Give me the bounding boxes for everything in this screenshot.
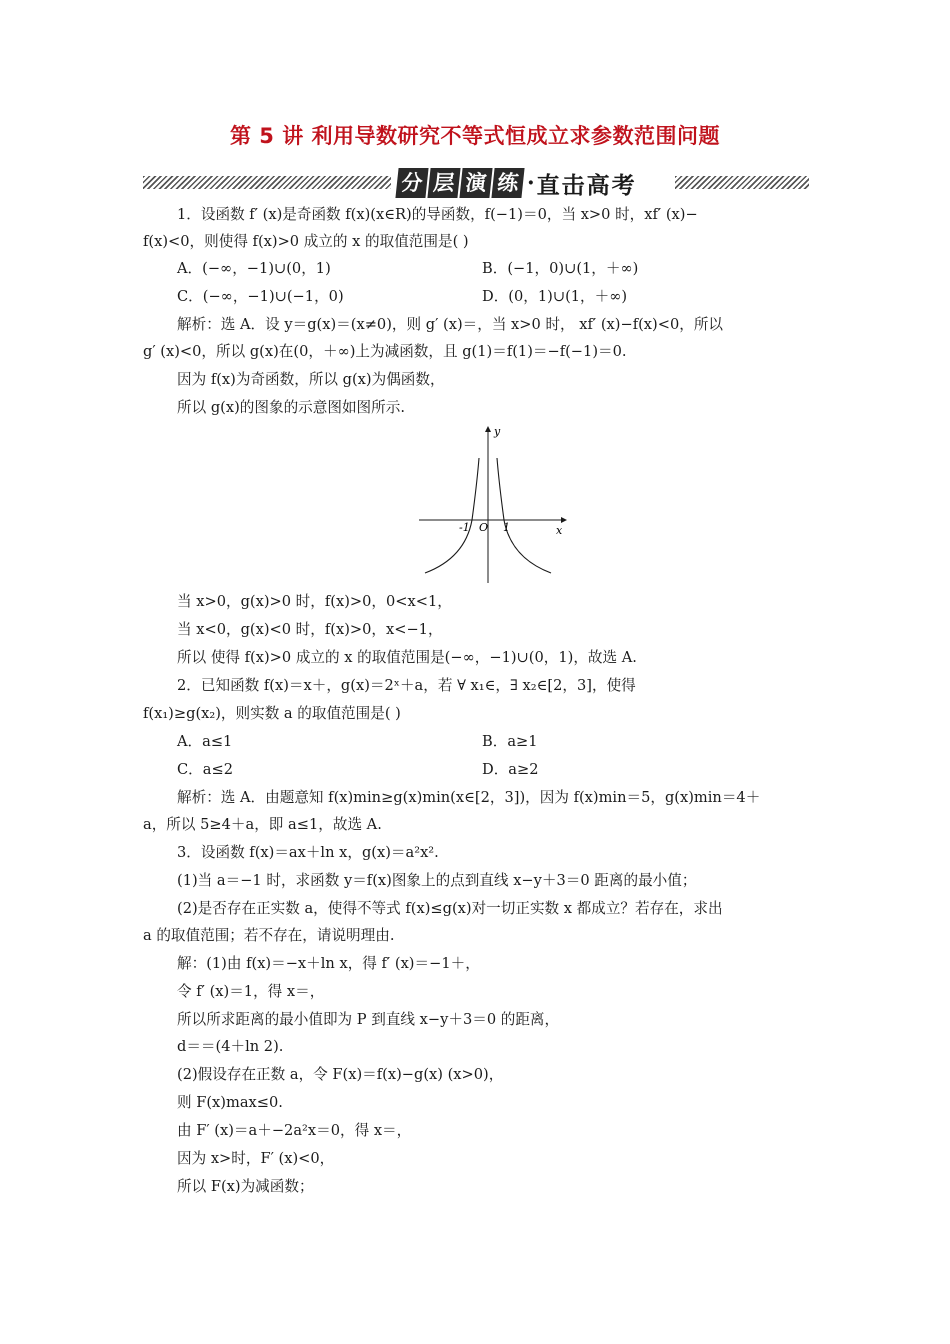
banner-label [397, 164, 637, 202]
text-line: 2．已知函数 f(x)＝x＋，g(x)＝2ˣ＋a，若 ∀ x₁∈，∃ x₂∈[2，3]，使得 [177, 677, 636, 694]
banner-chip: 分 [395, 168, 428, 198]
text-line: 所以 F(x)为减函数； [177, 1178, 314, 1195]
section-banner [143, 164, 809, 204]
text-line: 因为 f(x)为奇函数，所以 g(x)为偶函数， [177, 371, 445, 388]
left-branch-curve [425, 458, 479, 573]
banner-chip: 演 [459, 168, 492, 198]
text-line: d＝＝(4＋ln 2). [177, 1038, 284, 1055]
text-line: 因为 x>时，F′ (x)<0， [177, 1150, 335, 1167]
text-line: 令 f′ (x)＝1，得 x＝， [177, 983, 325, 1000]
text-line: 1．设函数 f′ (x)是奇函数 f(x)(x∈R)的导函数，f(−1)＝0，当 x>0 时，xf′ (x)− [177, 206, 698, 223]
text-line: 解析：选 A．设 y＝g(x)＝(x≠0)，则 g′ (x)＝，当 x>0 时， xf′ (x)−f(x)<0，所以 [177, 316, 724, 333]
text-line: 由 F′ (x)＝a＋−2a²x＝0，得 x＝， [177, 1122, 412, 1139]
text-line: (1)当 a＝−1 时，求函数 y＝f(x)图象上的点到直线 x−y＋3＝0 距离的最小值； [177, 872, 697, 889]
option-a: A．a≤1 [177, 733, 233, 750]
text-line: a 的取值范围；若不存在，请说明理由. [143, 927, 395, 944]
banner-chip: 练 [491, 168, 524, 198]
option-d: D．(0，1)∪(1，＋∞) [482, 288, 628, 305]
banner-chip: 层 [427, 168, 460, 198]
text-line: 所以 使得 f(x)>0 成立的 x 的取值范围是(−∞，−1)∪(0，1)，故选 A. [177, 649, 637, 666]
banner-text: 直击高考 [536, 172, 637, 199]
text-line: f(x)<0，则使得 f(x)>0 成立的 x 的取值范围是( ) [143, 233, 469, 250]
text-line: a，所以 5≥4＋a，即 a≤1，故选 A. [143, 816, 382, 833]
right-branch-curve [497, 458, 551, 573]
text-line: 则 F(x)max≤0. [177, 1094, 283, 1111]
axis-label-x: x [556, 524, 563, 537]
tick-label-neg: -1 [459, 521, 470, 534]
text-line: (2)是否存在正实数 a，使得不等式 f(x)≤g(x)对一切正实数 x 都成立？若存在，求出 [177, 900, 723, 917]
text-line: 解析：选 A．由题意知 f(x)min≥g(x)min(x∈[2，3])，因为 f(x)min＝5，g(x)min＝4＋ [177, 789, 761, 806]
x-axis-arrow [561, 517, 567, 523]
banner-dot: · [527, 170, 535, 196]
text-line: g′ (x)<0，所以 g(x)在(0，＋∞)上为减函数，且 g(1)＝f(1)＝−f(−1)＝0. [143, 343, 627, 360]
option-b: B．a≥1 [482, 733, 538, 750]
option-c: C．(−∞，−1)∪(−1，0) [177, 288, 344, 305]
option-d: D．a≥2 [482, 761, 539, 778]
banner-hatch-left [143, 176, 391, 189]
option-a: A．(−∞，−1)∪(0，1) [177, 260, 331, 277]
text-line: 3．设函数 f(x)＝ax＋ln x，g(x)＝a²x². [177, 844, 439, 861]
text-line: 解：(1)由 f(x)＝−x＋ln x，得 f′ (x)＝−1＋， [177, 955, 480, 972]
text-line: 当 x<0，g(x)<0 时，f(x)>0，x<−1， [177, 621, 443, 638]
text-line: 所以所求距离的最小值即为 P 到直线 x−y＋3＝0 的距离， [177, 1011, 560, 1028]
page-title: 第 5 讲 利用导数研究不等式恒成立求参数范围问题 [229, 124, 721, 148]
text-line: 所以 g(x)的图象的示意图如图所示. [177, 399, 405, 416]
text-line: (2)假设存在正数 a，令 F(x)＝f(x)−g(x) (x>0)， [177, 1066, 504, 1083]
text-line: 当 x>0，g(x)>0 时，f(x)>0，0<x<1， [177, 593, 452, 610]
axis-label-y: y [494, 425, 501, 438]
text-line: f(x₁)≥g(x₂)，则实数 a 的取值范围是( ) [143, 705, 401, 722]
y-axis-arrow [485, 426, 491, 432]
tick-label-pos: 1 [503, 521, 510, 534]
banner-hatch-right [675, 176, 809, 189]
origin-label: O [479, 521, 489, 534]
option-c: C．a≤2 [177, 761, 233, 778]
function-graph [415, 423, 570, 588]
option-b: B．(−1，0)∪(1，＋∞) [482, 260, 639, 277]
